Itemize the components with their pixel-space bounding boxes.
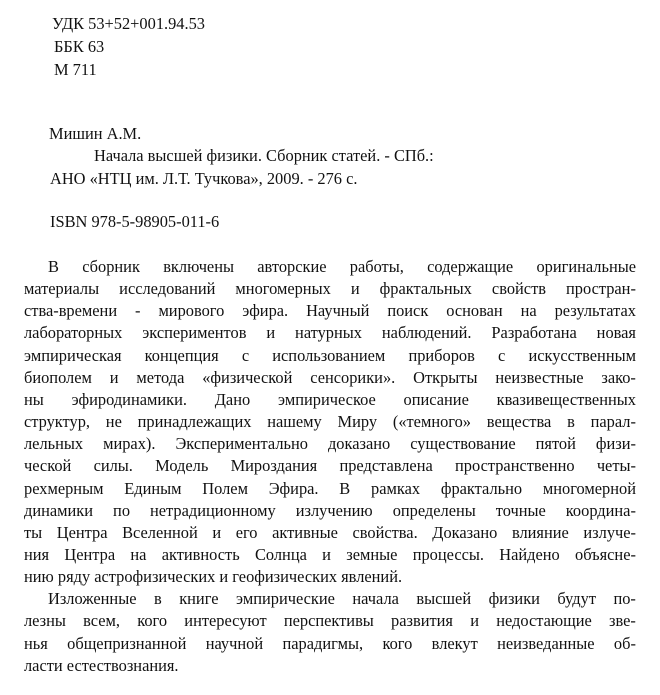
abstract-line: ства-времени - мирового эфира. Научный поиск основан на результатах: [24, 301, 636, 320]
abstract-line: нья общепризнанной научной парадигмы, кого влекут неизведанные об-: [24, 634, 636, 653]
abstract-line: ласти естествознания.: [24, 656, 179, 675]
abstract-line: лельных мирах). Экспериментально доказано существование пятой физи-: [24, 434, 636, 453]
abstract-line: нию ряду астрофизических и геофизических явлений.: [24, 567, 403, 586]
isbn: ISBN 978-5-98905-011-6: [50, 212, 220, 231]
abstract-line: динамики по нетрадиционному излучению определены точные координа-: [24, 501, 636, 520]
abstract-line: биополем и метода «физической сенсорики». Открыты неизвестные зако-: [24, 368, 636, 387]
abstract-line: ния Центра на активность Солнца и земные процессы. Найдено объясне-: [24, 545, 636, 564]
abstract-line: ты Центра Вселенной и его активные свойства. Доказано влияние излуче-: [24, 523, 636, 542]
abstract-line: ны эфиродинамики. Дано эмпирическое описание квазивещественных: [24, 390, 636, 409]
abstract-line: ческой силы. Модель Мироздания представлена пространственно четы-: [24, 456, 636, 475]
abstract-line: эмпирическая концепция с использованием приборов с искусственным: [24, 346, 636, 365]
abstract-line: лезны всем, кого интересуют перспективы развития и недостающие зве-: [24, 611, 636, 630]
book-title-line: Начала высшей физики. Сборник статей. - СПб.:: [94, 146, 434, 165]
abstract-line: материалы исследований многомерных и фрактальных свойств простран-: [24, 279, 636, 298]
author-mark: М 711: [54, 60, 97, 79]
publisher-line: АНО «НТЦ им. Л.Т. Тучкова», 2009. - 276 с.: [50, 169, 358, 188]
abstract-line: В сборник включены авторские работы, содержащие оригинальные: [48, 257, 636, 276]
abstract-line: лабораторных экспериментов и натурных наблюдений. Разработана новая: [24, 323, 636, 342]
abstract-line: Изложенные в книге эмпирические начала высшей физики будут по-: [48, 589, 636, 608]
udk-code: УДК 53+52+001.94.53: [52, 14, 205, 33]
abstract-line: структур, не принадлежащих нашему Миру («темного» вещества в парал-: [24, 412, 636, 431]
bbk-code: ББК 63: [54, 37, 105, 56]
abstract-line: рехмерным Единым Полем Эфира. В рамках фрактально многомерной: [24, 479, 636, 498]
author-name: Мишин А.М.: [49, 124, 142, 143]
